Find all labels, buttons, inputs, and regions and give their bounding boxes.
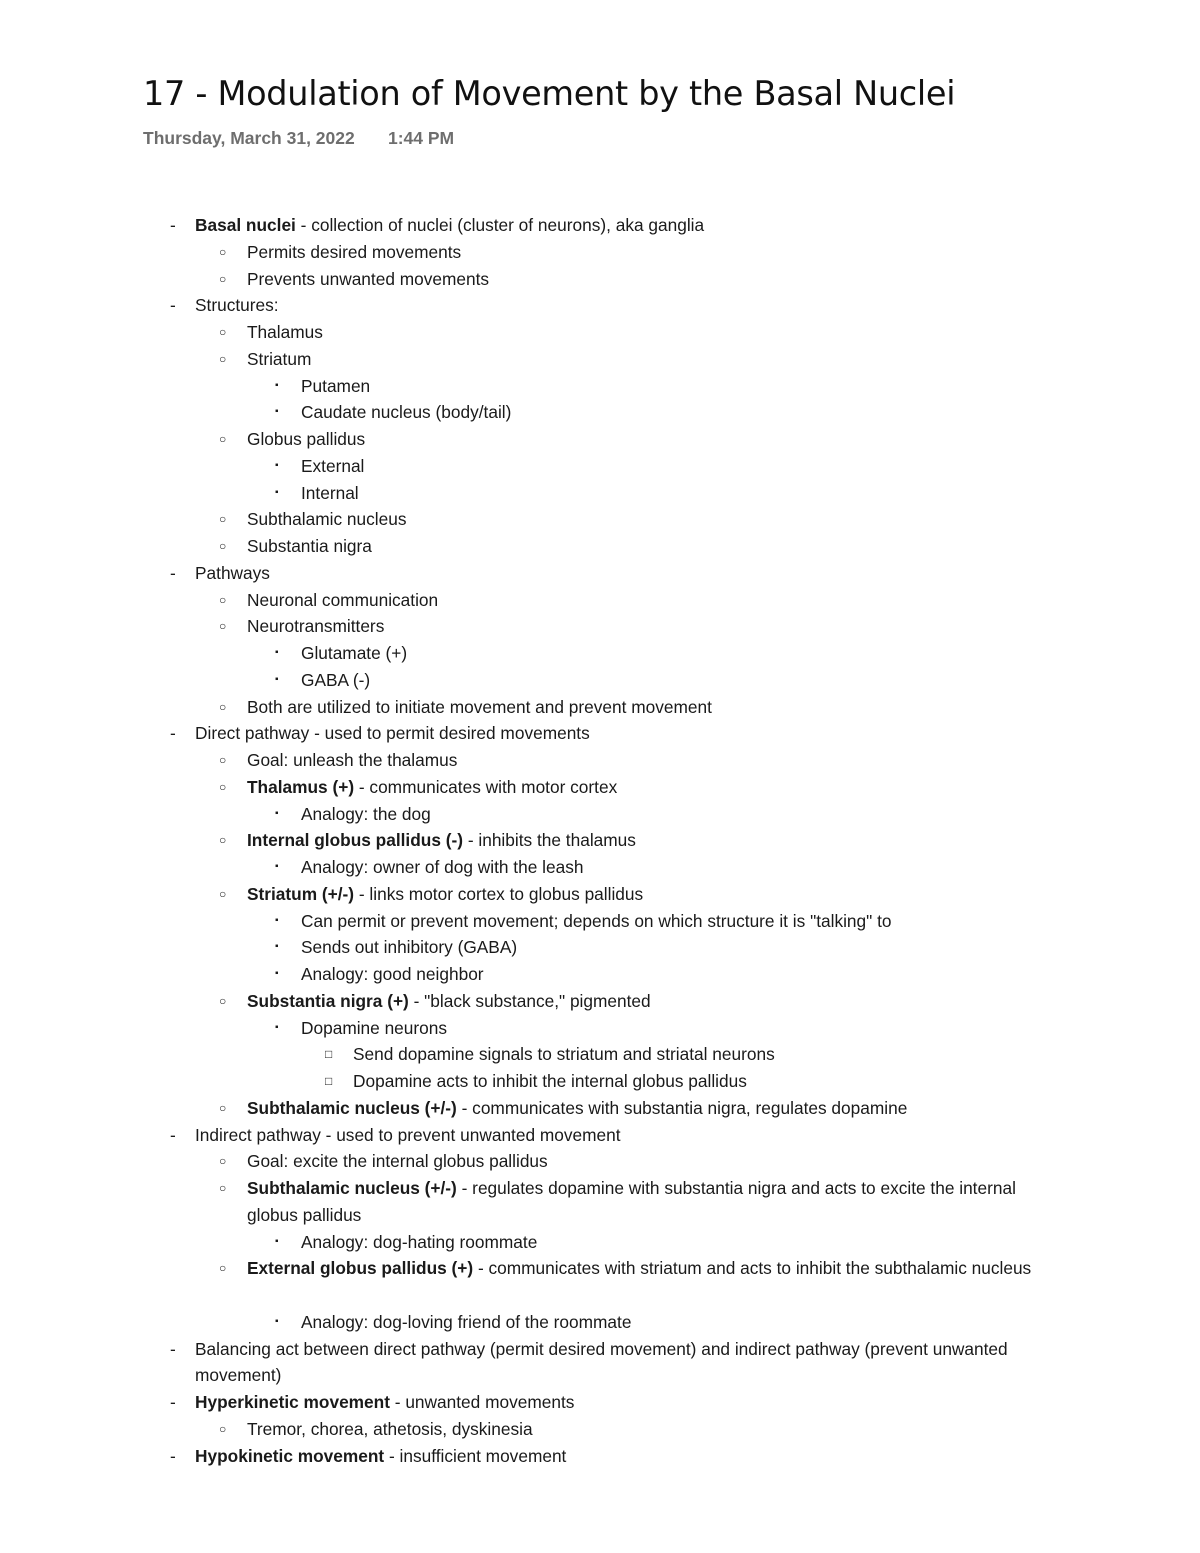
outline-item-level-3 — [0, 1309, 1200, 1336]
outline-item-level-2 — [0, 426, 1200, 453]
outline-item-text — [247, 747, 1065, 774]
square-bullet-icon: ▪ — [275, 647, 279, 658]
outline-item-level-2 — [0, 319, 1200, 346]
circle-bullet-icon: ○ — [219, 1100, 227, 1115]
outline-item-description: Glutamate (+) — [301, 643, 408, 663]
outline-item-text — [195, 292, 1065, 319]
outline-item-text — [247, 613, 1065, 640]
dash-bullet-icon: - — [170, 215, 176, 235]
outline-item-text — [301, 667, 1061, 694]
outline-item-level-2 — [0, 239, 1200, 266]
outline-item-level-2 — [0, 533, 1200, 560]
outline-item-level-3 — [0, 1229, 1200, 1256]
outline-item-description: Striatum — [247, 348, 312, 369]
outline-item-description: Dopamine neurons — [301, 1017, 448, 1038]
outline-item-text — [195, 1336, 1065, 1390]
outline-item-term: Thalamus (+) — [247, 776, 355, 797]
square-bullet-icon: ▪ — [275, 486, 279, 498]
outline-item-level-3 — [0, 453, 1200, 480]
outline-item-description: Putamen — [301, 375, 371, 396]
square-bullet-icon: ▪ — [275, 459, 279, 471]
outline-item-text — [247, 1255, 1065, 1282]
outline-item-description: External — [301, 455, 365, 476]
dash-bullet-icon: - — [170, 1445, 176, 1466]
outline-item-level-1 — [0, 1389, 1200, 1416]
dash-bullet-icon: - — [170, 723, 176, 744]
outline-item-text — [301, 640, 1061, 667]
outline-item-description: Indirect pathway - used to prevent unwanted movement — [195, 1124, 621, 1145]
outline-item-term: Striatum (+/-) — [247, 883, 355, 904]
outline-item-level-1 — [0, 292, 1200, 319]
outline-item-level-2 — [0, 1148, 1200, 1175]
square-bullet-icon: ▪ — [275, 379, 279, 391]
outline-item-term: Substantia nigra (+) — [247, 990, 409, 1011]
outline-item-description: - insufficient movement — [384, 1445, 567, 1466]
outline-item-description: Balancing act between direct pathway (permit desired movement) and indirect pathway (prevent unwanted movement) — [195, 1338, 1008, 1386]
outline-item-text — [301, 373, 1061, 400]
outline-item-text — [301, 480, 1061, 507]
outline-item-text — [301, 399, 1061, 426]
outline-item-description: - communicates with motor cortex — [354, 776, 618, 797]
outline-item-level-4 — [0, 1041, 1200, 1068]
outline-item-description: Substantia nigra — [247, 536, 372, 556]
outline-item-level-2 — [0, 1255, 1200, 1309]
outline-item-level-3 — [0, 801, 1200, 828]
outline-item-level-1 — [0, 1122, 1200, 1149]
outline-item-level-3 — [0, 1015, 1200, 1042]
outline-item-text — [301, 801, 1061, 828]
circle-bullet-icon: ○ — [219, 1154, 227, 1169]
circle-bullet-icon: ○ — [219, 592, 227, 607]
outline-item-text — [301, 453, 1061, 480]
outline-item-description: - links motor cortex to globus pallidus — [354, 883, 644, 904]
outline-item-text — [247, 587, 1065, 614]
outline-item-level-2 — [0, 1095, 1200, 1122]
outline-item-level-2 — [0, 774, 1200, 801]
outline-item-level-3 — [0, 934, 1200, 961]
outline-item-description: Analogy: the dog — [301, 803, 431, 824]
outline-item-level-2 — [0, 613, 1200, 640]
circle-bullet-icon: ○ — [219, 993, 227, 1008]
outline-item-description: - communicates with striatum and acts to inhibit the subthalamic nucleus — [473, 1258, 1032, 1279]
circle-bullet-icon: ○ — [219, 1261, 227, 1276]
outline-item-text — [247, 1175, 1065, 1229]
outline-item-term: Subthalamic nucleus (+/-) — [247, 1097, 457, 1118]
outline-item-text — [301, 854, 1061, 881]
outline-item-term: Hyperkinetic movement — [195, 1392, 390, 1412]
outline-item-term: Subthalamic nucleus (+/-) — [247, 1178, 457, 1198]
dash-bullet-icon: - — [170, 295, 176, 316]
outline-item-description: Direct pathway - used to permit desired movements — [195, 723, 590, 744]
outline-item-description: Globus pallidus — [247, 429, 366, 449]
outline-item-description: Goal: unleash the thalamus — [247, 750, 458, 770]
outline-item-level-3 — [0, 667, 1200, 694]
outline-item-level-1 — [0, 1443, 1200, 1470]
outline-item-level-3 — [0, 908, 1200, 935]
square-bullet-icon: ▪ — [275, 861, 279, 872]
outline-item-description: Can permit or prevent movement; depends on which structure it is "talking" to — [301, 910, 892, 931]
outline-item-description: - "black substance," pigmented — [408, 990, 651, 1011]
square-bullet-icon: ▪ — [275, 1021, 279, 1033]
page-time: 1:44 PM — [388, 128, 455, 148]
outline-item-level-3 — [0, 961, 1200, 988]
outline-item-text — [301, 908, 1061, 935]
outline-item-text — [247, 827, 1065, 854]
outline-item-text — [247, 346, 1065, 373]
outline-item-level-2 — [0, 506, 1200, 533]
outline-item-description: Analogy: good neighbor — [301, 964, 484, 984]
square-bullet-icon: ▪ — [275, 968, 279, 979]
outline-item-text — [247, 506, 1065, 533]
outline-item-text — [247, 694, 1065, 721]
circle-bullet-icon: ○ — [219, 779, 227, 794]
page-title: 17 - Modulation of Movement by the Basal Nuclei — [143, 74, 956, 113]
outline-item-text — [247, 988, 1065, 1015]
outline-item-text — [301, 1015, 1061, 1042]
outline-item-description: Thalamus — [247, 322, 323, 342]
circle-bullet-icon: ○ — [219, 512, 227, 527]
outline-item-description: Pathways — [195, 562, 270, 583]
outline-item-text — [301, 934, 1061, 961]
circle-bullet-icon: ○ — [219, 539, 227, 553]
circle-bullet-icon: ○ — [219, 619, 227, 634]
square-bullet-icon: ▪ — [275, 1235, 279, 1247]
outline-item-term: Basal nuclei — [195, 215, 296, 235]
outline-item-text — [195, 560, 1065, 587]
outline-item-level-2 — [0, 346, 1200, 373]
page-date: Thursday, March 31, 2022 — [143, 128, 355, 148]
outline-item-text — [247, 774, 1065, 801]
outline-item-text — [247, 533, 1065, 560]
outline-item-text — [247, 319, 1065, 346]
square-bullet-icon: ▪ — [275, 1315, 279, 1327]
outline-item-text — [247, 239, 1065, 266]
circle-bullet-icon: ○ — [219, 699, 227, 714]
outline-item-description: Sends out inhibitory (GABA) — [301, 937, 518, 958]
outline-item-text — [247, 1148, 1065, 1175]
outline-item-description: GABA (-) — [301, 669, 371, 690]
outline-item-description: Prevents unwanted movements — [247, 268, 490, 289]
outline-item-description: Structures: — [195, 295, 279, 316]
outline-item-level-3 — [0, 399, 1200, 426]
checkbox-bullet-icon: □ — [325, 1074, 333, 1088]
outline-item-level-1 — [0, 720, 1200, 747]
outline-item-description: Send dopamine signals to striatum and striatal neurons — [353, 1044, 775, 1065]
square-bullet-icon: ▪ — [275, 914, 279, 926]
outline-item-term: Hypokinetic movement — [195, 1445, 385, 1466]
outline-item-level-2 — [0, 747, 1200, 774]
outline-item-description: Neurotransmitters — [247, 616, 385, 637]
circle-bullet-icon: ○ — [219, 351, 227, 366]
outline-item-description: - unwanted movements — [389, 1392, 575, 1412]
outline-item-text — [195, 1389, 1065, 1416]
outline-item-text — [195, 1443, 1065, 1470]
outline-item-term: Internal globus pallidus (-) — [247, 830, 464, 851]
outline-item-level-3 — [0, 640, 1200, 667]
outline-item-level-2 — [0, 988, 1200, 1015]
circle-bullet-icon: ○ — [219, 886, 227, 901]
outline-item-text — [353, 1068, 1063, 1095]
outline-item-text — [195, 212, 1065, 239]
outline-item-level-1 — [0, 1336, 1200, 1390]
circle-bullet-icon: ○ — [219, 1421, 227, 1436]
square-bullet-icon: ▪ — [275, 673, 279, 685]
outline-item-description: Dopamine acts to inhibit the internal globus pallidus — [353, 1071, 747, 1091]
outline-item-description: Neuronal communication — [247, 589, 439, 610]
outline-item-level-2 — [0, 881, 1200, 908]
circle-bullet-icon: ○ — [219, 244, 227, 259]
outline-item-level-2 — [0, 1416, 1200, 1443]
dash-bullet-icon: - — [170, 1392, 176, 1412]
circle-bullet-icon: ○ — [219, 325, 227, 339]
outline-item-level-2 — [0, 1175, 1200, 1229]
outline-item-text — [247, 881, 1065, 908]
outline-item-text — [353, 1041, 1063, 1068]
circle-bullet-icon: ○ — [219, 1181, 227, 1195]
outline-item-description: - inhibits the thalamus — [463, 830, 636, 851]
outline-item-level-2 — [0, 694, 1200, 721]
outline-item-level-3 — [0, 480, 1200, 507]
outline-item-text — [195, 1122, 1065, 1149]
outline-item-description: Subthalamic nucleus — [247, 509, 407, 530]
outline-item-description: Tremor, chorea, athetosis, dyskinesia — [247, 1418, 533, 1439]
outline-item-description: Both are utilized to initiate movement and prevent movement — [247, 696, 712, 717]
outline-item-level-2 — [0, 587, 1200, 614]
outline-item-description: Internal — [301, 482, 359, 503]
outline-item-text — [195, 720, 1065, 747]
outline-item-description: Analogy: owner of dog with the leash — [301, 857, 584, 877]
outline-item-text — [301, 1309, 1061, 1336]
outline-item-level-2 — [0, 266, 1200, 293]
dash-bullet-icon: - — [170, 1338, 176, 1359]
outline-item-text — [301, 961, 1061, 988]
outline-item-description: Caudate nucleus (body/tail) — [301, 402, 512, 423]
circle-bullet-icon: ○ — [219, 753, 227, 767]
outline-item-text — [247, 1095, 1065, 1122]
outline-item-level-1 — [0, 560, 1200, 587]
circle-bullet-icon: ○ — [219, 833, 227, 848]
outline-item-description: Analogy: dog-loving friend of the roommate — [301, 1311, 632, 1332]
outline-item-description: - regulates dopamine with substantia nigra and acts to excite the internal globus pallidus — [247, 1178, 1016, 1225]
outline-item-level-2 — [0, 827, 1200, 854]
square-bullet-icon: ▪ — [275, 807, 279, 819]
checkbox-bullet-icon: □ — [325, 1047, 333, 1062]
outline-item-description: - collection of nuclei (cluster of neurons), aka ganglia — [295, 215, 705, 235]
outline-item-text — [247, 426, 1065, 453]
circle-bullet-icon: ○ — [219, 432, 227, 446]
outline-item-description: Permits desired movements — [247, 241, 462, 262]
square-bullet-icon: ▪ — [275, 406, 279, 418]
notes-outline — [0, 212, 1200, 1469]
outline-item-text — [247, 266, 1065, 293]
outline-item-description: Analogy: dog-hating roommate — [301, 1231, 538, 1252]
outline-item-level-1 — [0, 212, 1200, 239]
outline-item-description: - communicates with substantia nigra, regulates dopamine — [456, 1097, 908, 1118]
outline-item-text — [301, 1229, 1061, 1256]
outline-item-description: Goal: excite the internal globus pallidus — [247, 1151, 548, 1172]
outline-item-level-3 — [0, 854, 1200, 881]
outline-item-term: External globus pallidus (+) — [247, 1258, 474, 1279]
dash-bullet-icon: - — [170, 562, 176, 583]
outline-item-level-4 — [0, 1068, 1200, 1095]
square-bullet-icon: ▪ — [275, 941, 279, 953]
outline-item-text — [247, 1416, 1065, 1443]
circle-bullet-icon: ○ — [219, 271, 227, 286]
outline-item-level-3 — [0, 373, 1200, 400]
dash-bullet-icon: - — [170, 1124, 176, 1145]
